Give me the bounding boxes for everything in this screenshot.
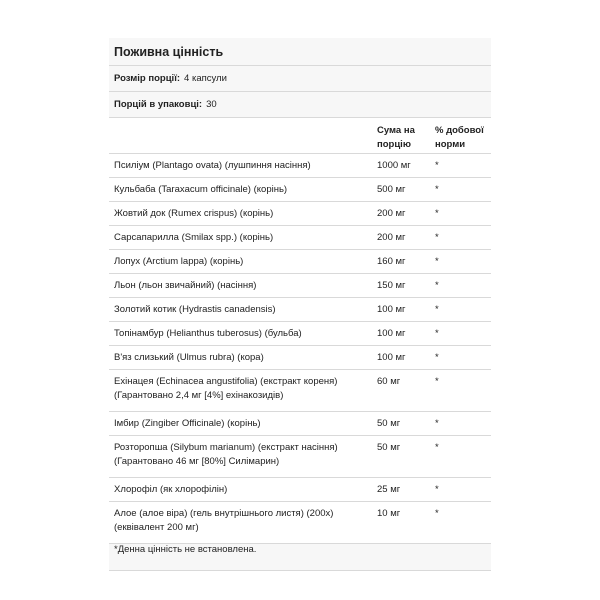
ingredient-daily-value: * (435, 352, 439, 363)
ingredient-amount: 1000 мг (377, 160, 411, 171)
ingredient-daily-value: * (435, 484, 439, 495)
ingredient-daily-value: * (435, 184, 439, 195)
ingredient-amount: 150 мг (377, 280, 406, 291)
servings-per-container-value: 30 (206, 98, 217, 110)
ingredient-daily-value: * (435, 328, 439, 339)
header-daily-value: % добової норми (435, 125, 484, 150)
ingredient-amount: 500 мг (377, 184, 406, 195)
ingredient-name: Розторопша (Silybum marianum) (екстракт насіння) (Гарантовано 46 мг [80%] Силімарин) (114, 442, 338, 467)
ingredient-amount: 100 мг (377, 328, 406, 339)
ingredient-row (109, 250, 491, 274)
panel-title: Поживна цінність (109, 38, 491, 66)
servings-per-container-row (109, 92, 491, 118)
ingredient-name: Лопух (Arctium lappa) (корінь) (114, 256, 244, 267)
serving-size-value: 4 капсули (184, 72, 227, 84)
ingredient-name: Жовтий док (Rumex crispus) (корінь) (114, 208, 274, 219)
ingredient-list (109, 154, 491, 544)
ingredient-daily-value: * (435, 508, 439, 519)
ingredient-daily-value: * (435, 160, 439, 171)
ingredient-amount: 50 мг (377, 418, 401, 429)
ingredient-row (109, 202, 491, 226)
ingredient-amount: 100 мг (377, 352, 406, 363)
header-amount: Сума на порцію (377, 125, 415, 150)
ingredient-name: Топінамбур (Helianthus tuberosus) (бульба) (114, 328, 302, 339)
ingredient-name: Імбир (Zingiber Officinale) (корінь) (114, 418, 261, 429)
ingredient-name: В'яз слизький (Ulmus rubra) (кора) (114, 352, 264, 363)
ingredient-name: Ехінацея (Echinacea angustifolia) (екстракт кореня) (Гарантовано 2,4 мг [4%] ехінакозидів) (114, 376, 338, 401)
ingredient-name: Сарсапарилла (Smilax spp.) (корінь) (114, 232, 274, 243)
ingredient-daily-value: * (435, 280, 439, 291)
column-header-row (109, 118, 491, 154)
ingredient-row (109, 370, 491, 412)
serving-size-label: Розмір порції: (114, 72, 181, 84)
ingredient-row (109, 178, 491, 202)
ingredient-amount: 200 мг (377, 208, 406, 219)
ingredient-name: Хлорофіл (як хлорофілін) (114, 484, 228, 495)
serving-size-row (109, 66, 491, 92)
ingredient-row (109, 478, 491, 502)
ingredient-amount: 10 мг (377, 508, 401, 519)
ingredient-daily-value: * (435, 256, 439, 267)
ingredient-row (109, 412, 491, 436)
ingredient-amount: 160 мг (377, 256, 406, 267)
ingredient-amount: 200 мг (377, 232, 406, 243)
footnote: *Денна цінність не встановлена. (109, 544, 491, 571)
servings-per-container-label: Порцій в упаковці: (114, 98, 203, 110)
ingredient-name: Золотий котик (Hydrastis canadensis) (114, 304, 276, 315)
ingredient-amount: 25 мг (377, 484, 401, 495)
ingredient-row (109, 226, 491, 250)
ingredient-daily-value: * (435, 232, 439, 243)
ingredient-daily-value: * (435, 418, 439, 429)
ingredient-daily-value: * (435, 442, 439, 453)
ingredient-daily-value: * (435, 376, 439, 387)
ingredient-daily-value: * (435, 304, 439, 315)
ingredient-row (109, 274, 491, 298)
ingredient-name: Кульбаба (Taraxacum officinale) (корінь) (114, 184, 288, 195)
ingredient-name: Льон (льон звичайний) (насіння) (114, 280, 257, 291)
ingredient-amount: 100 мг (377, 304, 406, 315)
ingredient-row (109, 322, 491, 346)
ingredient-row (109, 154, 491, 178)
ingredient-amount: 50 мг (377, 442, 401, 453)
ingredient-name: Псиліум (Plantago ovata) (лушпиння насіння) (114, 160, 311, 171)
ingredient-name: Алое (алое віра) (гель внутрішнього листя) (200x) (еквівалент 200 мг) (114, 508, 334, 533)
ingredient-row (109, 502, 491, 544)
ingredient-row (109, 436, 491, 478)
ingredient-row (109, 298, 491, 322)
nutrition-facts-panel (109, 38, 491, 571)
ingredient-daily-value: * (435, 208, 439, 219)
ingredient-row (109, 346, 491, 370)
ingredient-amount: 60 мг (377, 376, 401, 387)
